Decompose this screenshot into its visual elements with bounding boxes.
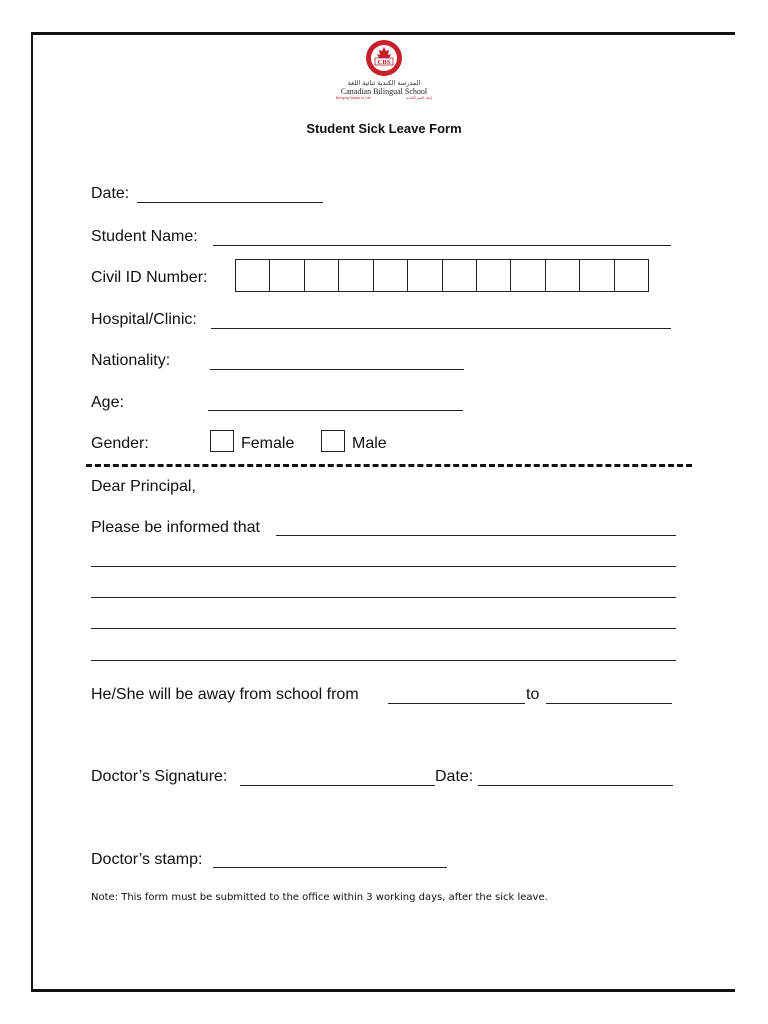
civil-id-digit-box[interactable] bbox=[546, 260, 580, 291]
age-label: Age: bbox=[91, 394, 124, 411]
salutation: Dear Principal, bbox=[91, 478, 196, 495]
civil-id-digit-box[interactable] bbox=[408, 260, 442, 291]
logo-badge-text: CBS bbox=[377, 59, 391, 66]
doctor-stamp-label: Doctor’s stamp: bbox=[91, 851, 203, 868]
away-from-field[interactable] bbox=[388, 703, 525, 704]
reason-line-1[interactable] bbox=[91, 566, 676, 567]
civil-id-digit-box[interactable] bbox=[339, 260, 373, 291]
maple-leaf-badge-icon bbox=[364, 38, 404, 78]
signature-date-field[interactable] bbox=[478, 785, 673, 786]
male-option-label: Male bbox=[352, 435, 387, 452]
logo-english-name: Canadian Bilingual School bbox=[340, 87, 428, 96]
logo-tagline bbox=[334, 96, 434, 101]
civil-id-digit-box[interactable] bbox=[443, 260, 477, 291]
signature-date-label: Date: bbox=[435, 768, 474, 785]
civil-id-digit-box[interactable] bbox=[615, 260, 648, 291]
doctor-signature-field[interactable] bbox=[240, 785, 435, 786]
informed-field[interactable] bbox=[276, 535, 676, 536]
gender-label: Gender: bbox=[91, 435, 149, 452]
doctor-stamp-field[interactable] bbox=[213, 867, 447, 868]
age-field[interactable] bbox=[208, 410, 463, 411]
reason-line-2[interactable] bbox=[91, 597, 676, 598]
reason-line-3[interactable] bbox=[91, 628, 676, 629]
away-label: He/She will be away from school from bbox=[91, 686, 359, 703]
civil-id-digit-box[interactable] bbox=[580, 260, 614, 291]
civil-id-digit-box[interactable] bbox=[477, 260, 511, 291]
section-divider bbox=[86, 464, 692, 467]
form-title: Student Sick Leave Form bbox=[306, 121, 462, 136]
nationality-field[interactable] bbox=[210, 369, 464, 370]
informed-label: Please be informed that bbox=[91, 519, 260, 536]
submission-note: Note: This form must be submitted to the office within 3 working days, after the sick leave. bbox=[91, 892, 548, 903]
date-label: Date: bbox=[91, 185, 130, 202]
civil-id-label: Civil ID Number: bbox=[91, 269, 208, 286]
nationality-label: Nationality: bbox=[91, 352, 171, 369]
logo-arabic-name: المدرسة الكندية ثنائية اللغة bbox=[347, 79, 421, 87]
logo-tagline-right: إحياء القيم الكندية bbox=[406, 96, 432, 100]
civil-id-boxes bbox=[235, 259, 649, 292]
female-option-label: Female bbox=[241, 435, 295, 452]
reason-line-4[interactable] bbox=[91, 660, 676, 661]
student-name-field[interactable] bbox=[213, 245, 671, 246]
away-to-field[interactable] bbox=[546, 703, 672, 704]
civil-id-digit-box[interactable] bbox=[305, 260, 339, 291]
civil-id-digit-box[interactable] bbox=[270, 260, 304, 291]
logo-tagline-left: Bringing Values to Life bbox=[336, 96, 371, 100]
student-name-label: Student Name: bbox=[91, 228, 198, 245]
civil-id-digit-box[interactable] bbox=[374, 260, 408, 291]
civil-id-digit-box[interactable] bbox=[511, 260, 545, 291]
civil-id-digit-box[interactable] bbox=[236, 260, 270, 291]
school-logo bbox=[334, 38, 434, 110]
to-label: to bbox=[526, 686, 540, 703]
hospital-field[interactable] bbox=[211, 328, 671, 329]
female-checkbox[interactable] bbox=[210, 430, 234, 452]
form-page-border bbox=[31, 32, 735, 992]
doctor-signature-label: Doctor’s Signature: bbox=[91, 768, 228, 785]
hospital-label: Hospital/Clinic: bbox=[91, 311, 197, 328]
date-field[interactable] bbox=[137, 202, 323, 203]
male-checkbox[interactable] bbox=[321, 430, 345, 452]
